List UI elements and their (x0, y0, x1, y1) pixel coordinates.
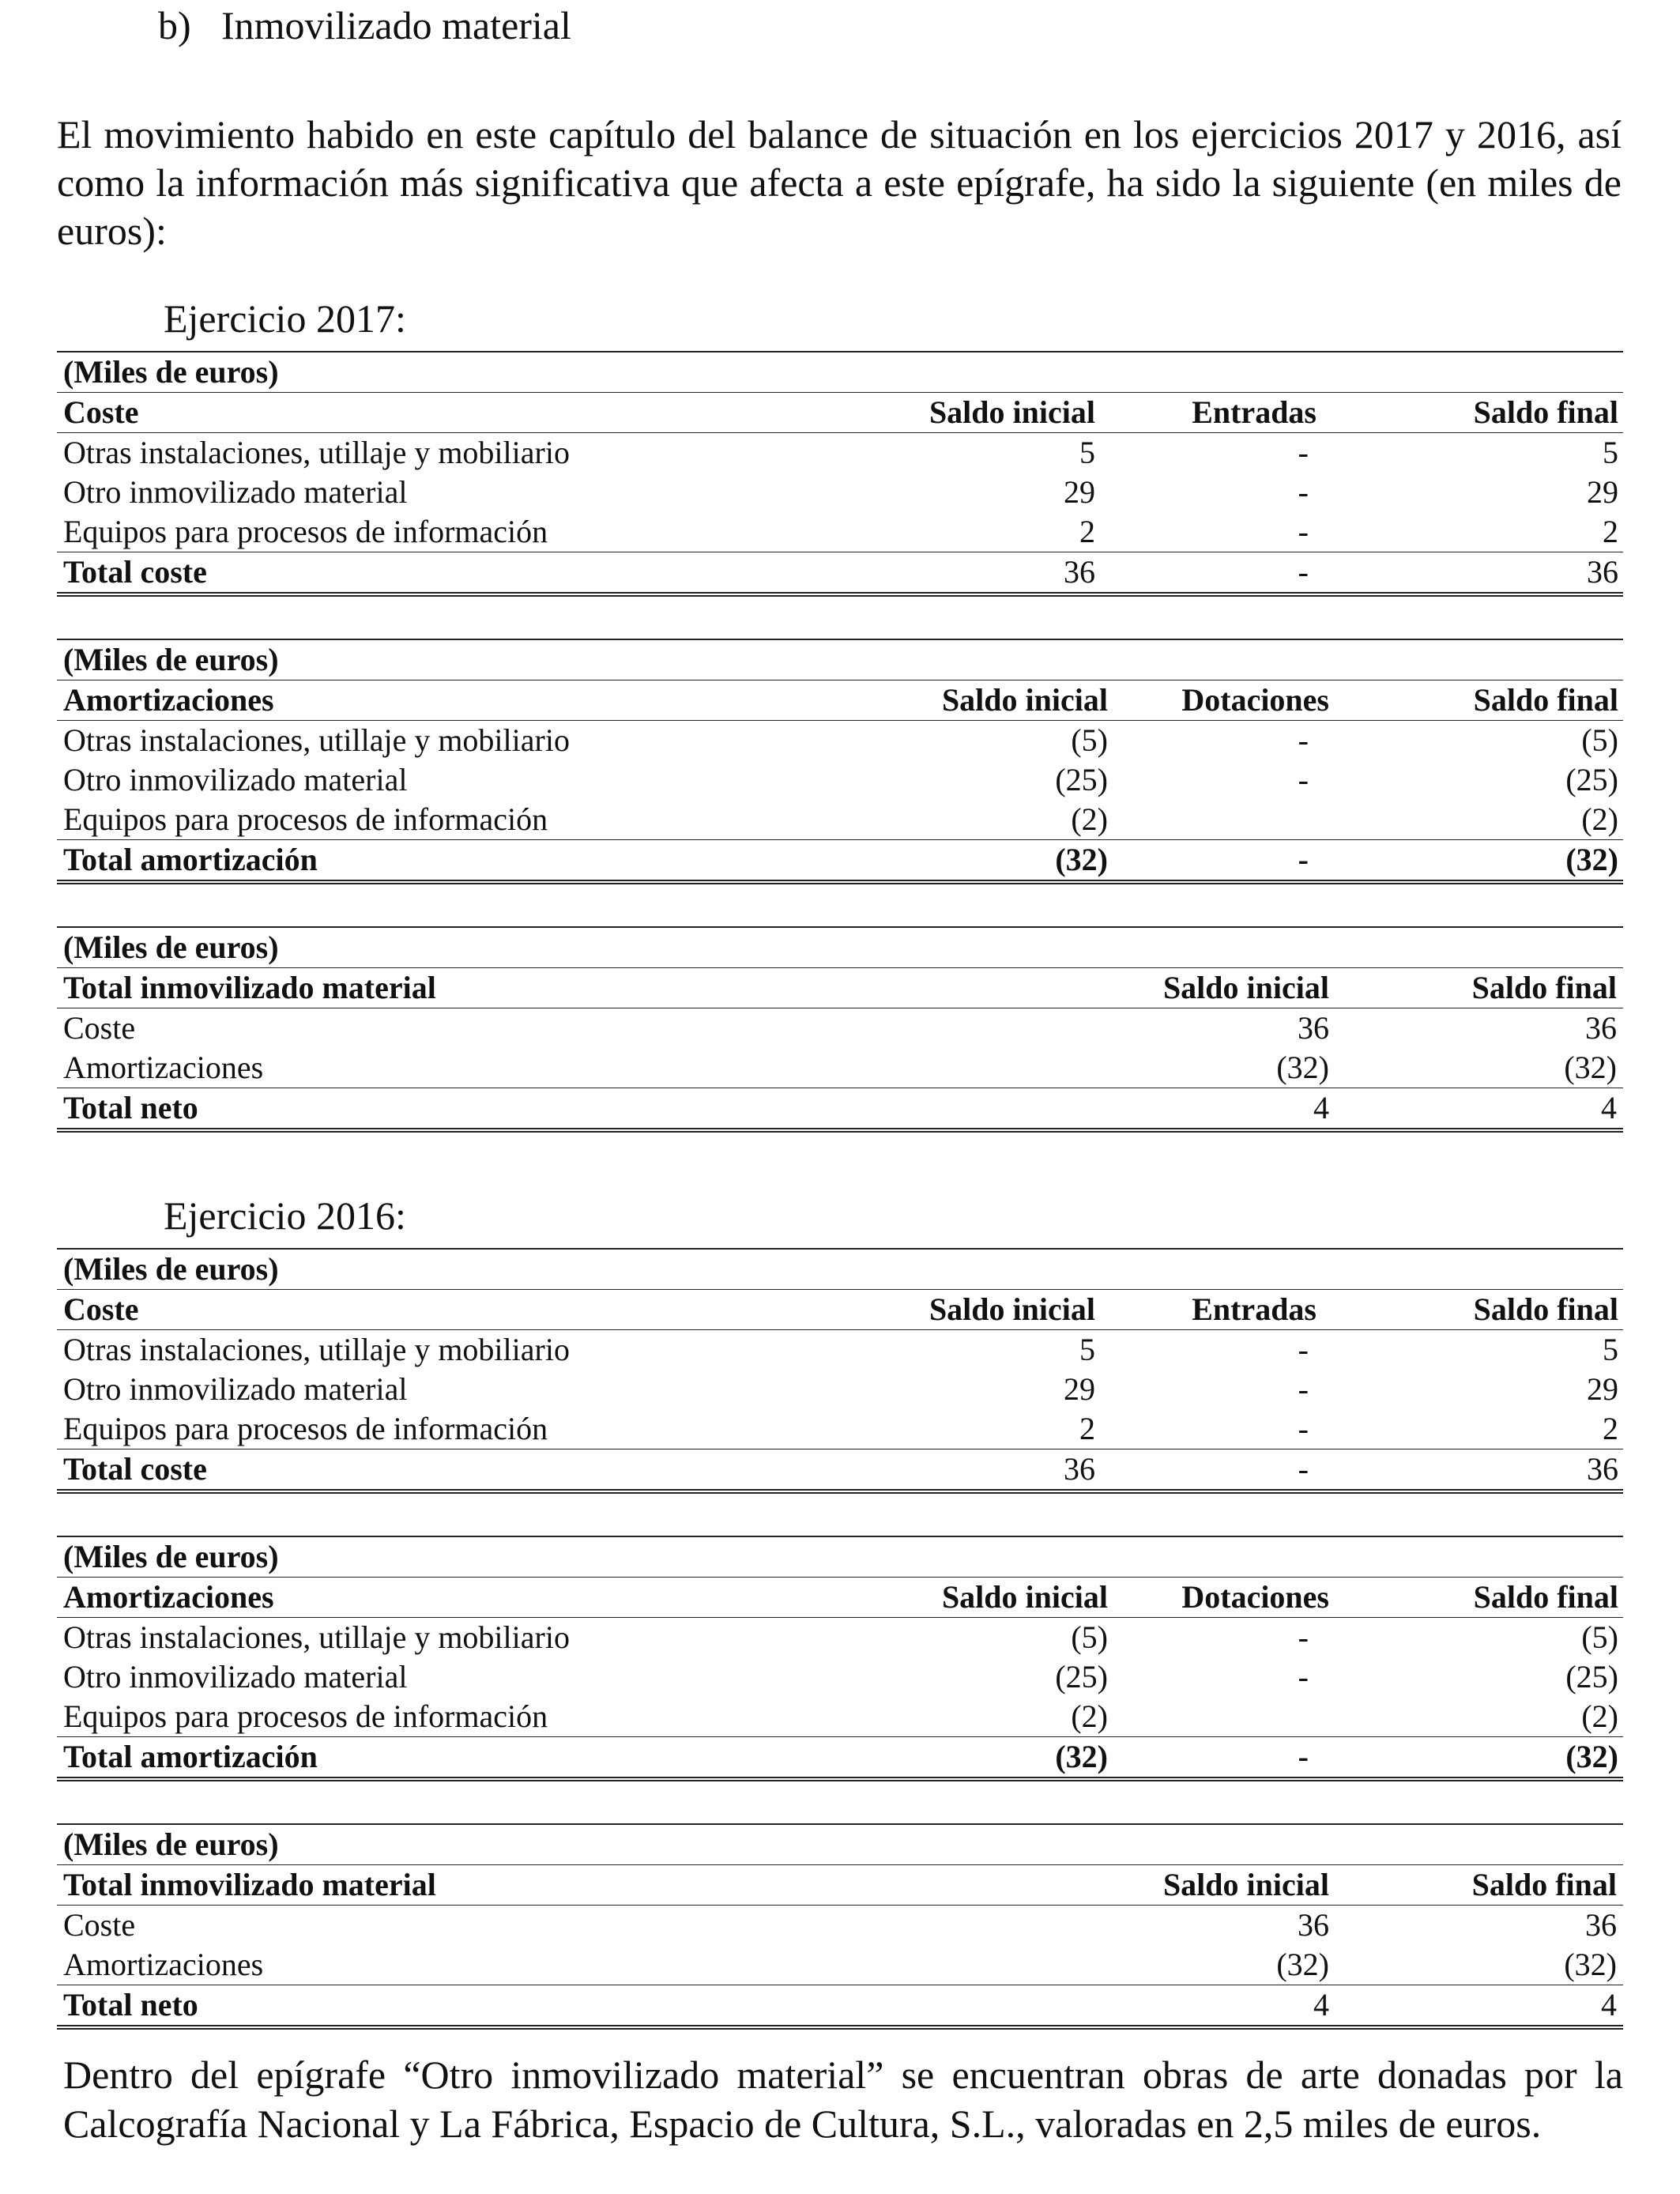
total-cell: 36 (1587, 554, 1618, 590)
total-row (57, 839, 1623, 884)
row-label: Otras instalaciones, utillaje y mobiliario (63, 435, 570, 470)
cell: (32) (1276, 1050, 1329, 1085)
total-cell: (32) (1055, 1739, 1108, 1774)
table-row (57, 432, 1623, 473)
unit-row (57, 351, 1623, 392)
table-row (57, 1008, 1623, 1048)
table-row (57, 1697, 1623, 1736)
cell: (5) (1581, 1619, 1618, 1655)
column-header: Dotaciones (1181, 1579, 1329, 1615)
year-2017-title: Ejercicio 2017: (164, 296, 406, 341)
cell: 5 (1079, 435, 1095, 470)
cell: - (1298, 1332, 1309, 1367)
cell: 2 (1079, 514, 1095, 549)
cell: 2 (1079, 1411, 1095, 1446)
column-header: Saldo final (1473, 682, 1618, 718)
column-header: Saldo inicial (941, 682, 1108, 718)
table-row (57, 1048, 1623, 1088)
cell: - (1298, 514, 1309, 549)
cell: 36 (1298, 1010, 1329, 1046)
row-label: Equipos para procesos de información (63, 1698, 548, 1734)
column-header: Coste (63, 394, 139, 430)
cell: 36 (1585, 1010, 1617, 1046)
total-cell: 4 (1601, 1987, 1617, 2022)
row-label: Otro inmovilizado material (63, 762, 408, 797)
unit-label: (Miles de euros) (63, 354, 279, 390)
table-row (57, 473, 1623, 512)
column-header: Saldo inicial (941, 1579, 1108, 1615)
row-label: Equipos para procesos de información (63, 514, 548, 549)
row-label: Otras instalaciones, utillaje y mobiliario (63, 722, 570, 758)
total-cell: 36 (1587, 1451, 1618, 1487)
column-header: Saldo final (1471, 970, 1617, 1005)
cell: (2) (1581, 801, 1618, 837)
total-cell: 4 (1313, 1987, 1329, 2022)
row-label: Coste (63, 1907, 136, 1943)
section-heading (158, 0, 571, 51)
cell: 29 (1587, 474, 1618, 510)
cell: (32) (1564, 1947, 1617, 1982)
column-header: Entradas (1192, 1291, 1317, 1327)
column-header: Amortizaciones (63, 682, 274, 718)
unit-label: (Miles de euros) (63, 1826, 279, 1862)
section-title: Inmovilizado material (221, 3, 571, 47)
column-header: Saldo inicial (929, 394, 1095, 430)
table-header-row (57, 680, 1623, 720)
total-cell: 4 (1601, 1090, 1617, 1125)
column-header: Total inmovilizado material (63, 970, 436, 1005)
total-cell: - (1298, 1451, 1309, 1487)
column-header: Saldo inicial (1162, 970, 1329, 1005)
cell: 29 (1064, 1371, 1095, 1407)
row-label: Amortizaciones (63, 1947, 264, 1982)
row-label: Otro inmovilizado material (63, 1659, 408, 1695)
column-header: Total inmovilizado material (63, 1867, 436, 1902)
table-row (57, 1945, 1623, 1985)
column-header: Saldo inicial (1162, 1867, 1329, 1902)
total-cell: (32) (1565, 842, 1618, 877)
table-2017-amortizaciones (57, 639, 1623, 884)
total-row (57, 1985, 1623, 2030)
total-cell: - (1298, 554, 1309, 590)
year-2016-title: Ejercicio 2016: (164, 1193, 406, 1238)
cell: 2 (1603, 514, 1618, 549)
total-row (57, 1088, 1623, 1133)
total-cell: - (1298, 1739, 1309, 1774)
row-label: Otro inmovilizado material (63, 474, 408, 510)
cell: - (1298, 1619, 1309, 1655)
total-label: Total coste (63, 1451, 207, 1487)
cell: 36 (1298, 1907, 1329, 1943)
table-2016-amortizaciones (57, 1536, 1623, 1781)
cell: 29 (1064, 474, 1095, 510)
total-label: Total amortización (63, 842, 318, 877)
total-cell: 4 (1313, 1090, 1329, 1125)
cell: (25) (1055, 1659, 1108, 1695)
unit-label: (Miles de euros) (63, 642, 279, 677)
unit-label: (Miles de euros) (63, 1251, 279, 1287)
cell: (25) (1565, 1659, 1618, 1695)
total-label: Total coste (63, 554, 207, 590)
unit-label: (Miles de euros) (63, 929, 279, 965)
row-label: Otras instalaciones, utillaje y mobiliario (63, 1619, 570, 1655)
total-cell: 36 (1064, 1451, 1095, 1487)
table-header-row (57, 967, 1623, 1008)
cell: 29 (1587, 1371, 1618, 1407)
table-row (57, 1370, 1623, 1409)
cell: (2) (1071, 1698, 1108, 1734)
total-cell: 36 (1064, 554, 1095, 590)
total-label: Total neto (63, 1987, 198, 2022)
column-header: Saldo final (1471, 1867, 1617, 1902)
column-header: Coste (63, 1291, 139, 1327)
cell: 5 (1603, 1332, 1618, 1367)
cell: - (1298, 722, 1309, 758)
table-header-row (57, 1289, 1623, 1329)
cell: - (1298, 435, 1309, 470)
intro-paragraph: El movimiento habido en este capítulo del balance de situación en los ejercicios 2017 y 2016, así como la información más significativa que afecta a este epígrafe, ha sido la siguiente (en miles de euros): (57, 112, 1622, 253)
cell: 5 (1603, 435, 1618, 470)
table-2017-neto (57, 926, 1623, 1133)
cell: (5) (1581, 722, 1618, 758)
cell: (5) (1071, 1619, 1108, 1655)
table-row (57, 720, 1623, 760)
total-label: Total amortización (63, 1739, 318, 1774)
unit-row (57, 1823, 1623, 1864)
column-header: Saldo final (1473, 1291, 1618, 1327)
unit-label: (Miles de euros) (63, 1539, 279, 1574)
cell: (5) (1071, 722, 1108, 758)
table-row (57, 1409, 1623, 1449)
cell: - (1298, 474, 1309, 510)
table-row (57, 1617, 1623, 1657)
total-cell: (32) (1565, 1739, 1618, 1774)
row-label: Coste (63, 1010, 136, 1046)
table-2016-neto (57, 1823, 1623, 2030)
cell: 5 (1079, 1332, 1095, 1367)
cell: (25) (1565, 762, 1618, 797)
column-header: Amortizaciones (63, 1579, 274, 1615)
column-header: Saldo final (1473, 394, 1618, 430)
column-header: Saldo inicial (929, 1291, 1095, 1327)
row-label: Equipos para procesos de información (63, 801, 548, 837)
table-header-row (57, 1864, 1623, 1905)
table-2017-coste (57, 351, 1623, 597)
cell: - (1298, 1371, 1309, 1407)
table-row (57, 800, 1623, 839)
table-row (57, 512, 1623, 552)
cell: (32) (1564, 1050, 1617, 1085)
cell: (2) (1071, 801, 1108, 837)
section-number: b) (158, 3, 191, 47)
column-header: Saldo final (1473, 1579, 1618, 1615)
cell: - (1298, 762, 1309, 797)
table-row (57, 1905, 1623, 1945)
cell: 36 (1585, 1907, 1617, 1943)
unit-row (57, 1248, 1623, 1289)
cell: (2) (1581, 1698, 1618, 1734)
table-row (57, 760, 1623, 800)
cell: 2 (1603, 1411, 1618, 1446)
table-2016-coste (57, 1248, 1623, 1494)
unit-row (57, 1536, 1623, 1577)
row-label: Amortizaciones (63, 1050, 264, 1085)
cell: - (1298, 1411, 1309, 1446)
row-label: Otras instalaciones, utillaje y mobiliario (63, 1332, 570, 1367)
table-header-row (57, 392, 1623, 432)
total-cell: - (1298, 842, 1309, 877)
cell: (25) (1055, 762, 1108, 797)
unit-row (57, 639, 1623, 680)
total-row (57, 1736, 1623, 1781)
cell: (32) (1276, 1947, 1329, 1982)
unit-row (57, 926, 1623, 967)
table-header-row (57, 1577, 1623, 1617)
total-row (57, 1449, 1623, 1494)
total-label: Total neto (63, 1090, 198, 1125)
row-label: Equipos para procesos de información (63, 1411, 548, 1446)
total-row (57, 552, 1623, 597)
cell: - (1298, 1659, 1309, 1695)
total-cell: (32) (1055, 842, 1108, 877)
closing-paragraph: Dentro del epígrafe “Otro inmovilizado material” se encuentran obras de arte donadas por la Calcografía Nacional y La Fábrica, Espacio de Cultura, S.L., valoradas en 2,5 miles de euros. (63, 2053, 1623, 2146)
column-header: Dotaciones (1181, 682, 1329, 718)
table-row (57, 1329, 1623, 1370)
column-header: Entradas (1192, 394, 1317, 430)
table-row (57, 1657, 1623, 1697)
row-label: Otro inmovilizado material (63, 1371, 408, 1407)
